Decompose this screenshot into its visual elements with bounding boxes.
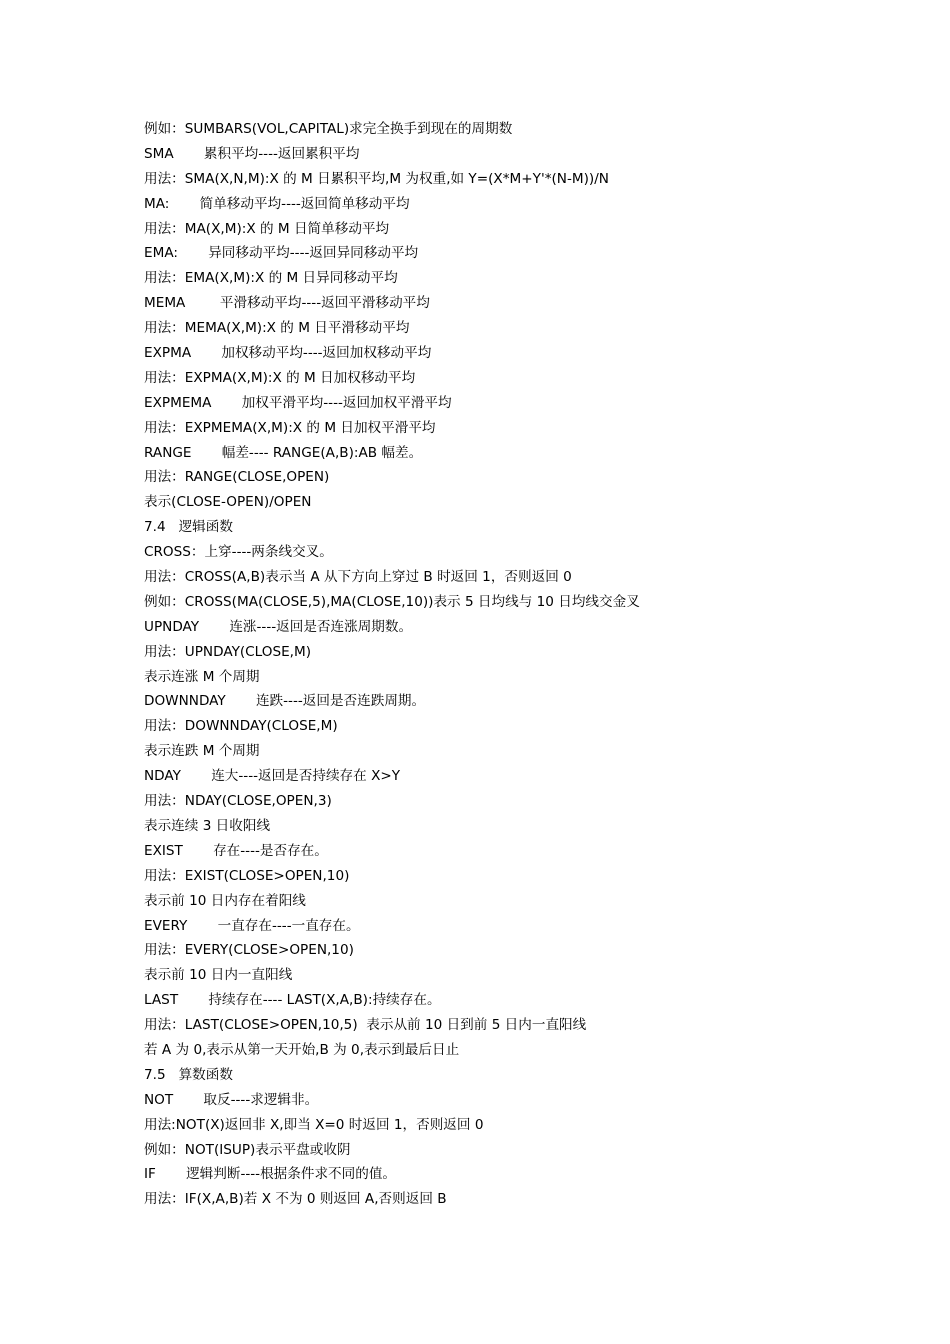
text-line: NDAY 连大----返回是否持续存在 X>Y: [144, 768, 401, 785]
text-line: EVERY 一直存在----一直存在。: [144, 917, 360, 934]
text-line: 用法:NOT(X)返回非 X,即当 X=0 时返回 1，否则返回 0: [144, 1116, 484, 1133]
text-line: 表示连跌 M 个周期: [144, 743, 260, 760]
text-line: NOT 取反----求逻辑非。: [144, 1091, 319, 1108]
text-line: 用法：EXPMEMA(X,M):X 的 M 日加权平滑平均: [144, 419, 436, 436]
text-line: EXPMEMA 加权平滑平均----返回加权平滑平均: [144, 394, 452, 411]
text-line: 例如：NOT(ISUP)表示平盘或收阴: [144, 1141, 351, 1158]
text-line: 用法：IF(X,A,B)若 X 不为 0 则返回 A,否则返回 B: [144, 1191, 447, 1208]
text-line: 用法：CROSS(A,B)表示当 A 从下方向上穿过 B 时返回 1，否则返回 0: [144, 569, 572, 586]
text-line: 7.4 逻辑函数: [144, 519, 233, 536]
text-line: 若 A 为 0,表示从第一天开始,B 为 0,表示到最后日止: [144, 1041, 460, 1058]
text-line: 用法：EMA(X,M):X 的 M 日异同移动平均: [144, 270, 398, 287]
text-line: 用法：NDAY(CLOSE,OPEN,3): [144, 793, 332, 810]
text-line: 用法：EXIST(CLOSE>OPEN,10): [144, 867, 350, 884]
text-line: CROSS：上穿----两条线交叉。: [144, 544, 333, 561]
text-line: EMA: 异同移动平均----返回异同移动平均: [144, 245, 419, 262]
text-line: 用法：RANGE(CLOSE,OPEN): [144, 469, 330, 486]
text-line: LAST 持续存在---- LAST(X,A,B):持续存在。: [144, 992, 441, 1009]
text-line: 用法：SMA(X,N,M):X 的 M 日累积平均,M 为权重,如 Y=(X*M+Y'*(N-M))/N: [144, 170, 609, 187]
text-line: 表示连涨 M 个周期: [144, 668, 260, 685]
text-line: 例如：SUMBARS(VOL,CAPITAL)求完全换手到现在的周期数: [144, 121, 513, 137]
text-line: 例如：CROSS(MA(CLOSE,5),MA(CLOSE,10))表示 5 日均线与 10 日均线交金叉: [144, 593, 640, 610]
text-line: 用法：EXPMA(X,M):X 的 M 日加权移动平均: [144, 369, 416, 386]
text-line: SMA 累积平均----返回累积平均: [144, 145, 360, 162]
text-line: EXPMA 加权移动平均----返回加权移动平均: [144, 345, 432, 362]
text-line: MEMA 平滑移动平均----返回平滑移动平均: [144, 295, 430, 312]
document-body: [144, 117, 904, 1212]
text-line: 用法：DOWNNDAY(CLOSE,M): [144, 718, 338, 735]
text-line: 7.5 算数函数: [144, 1066, 233, 1083]
text-line: 用法：EVERY(CLOSE>OPEN,10): [144, 942, 354, 959]
text-line: 用法：LAST(CLOSE>OPEN,10,5) 表示从前 10 日到前 5 日内一直阳线: [144, 1017, 587, 1034]
text-line: UPNDAY 连涨----返回是否连涨周期数。: [144, 618, 413, 635]
text-line: RANGE 幅差---- RANGE(A,B):AB 幅差。: [144, 444, 423, 461]
text-line: 表示连续 3 日收阳线: [144, 817, 271, 834]
text-line: EXIST 存在----是否存在。: [144, 842, 328, 859]
text-line: 表示(CLOSE-OPEN)/OPEN: [144, 494, 312, 511]
text-line: 表示前 10 日内存在着阳线: [144, 892, 306, 909]
text-line: DOWNNDAY 连跌----返回是否连跌周期。: [144, 693, 426, 710]
text-line: 用法：MA(X,M):X 的 M 日简单移动平均: [144, 220, 390, 237]
text-line: MA: 简单移动平均----返回简单移动平均: [144, 195, 410, 212]
text-line: IF 逻辑判断----根据条件求不同的值。: [144, 1166, 397, 1183]
text-line: 用法：MEMA(X,M):X 的 M 日平滑移动平均: [144, 320, 410, 337]
text-line: 表示前 10 日内一直阳线: [144, 967, 293, 984]
text-line: 用法：UPNDAY(CLOSE,M): [144, 643, 312, 660]
